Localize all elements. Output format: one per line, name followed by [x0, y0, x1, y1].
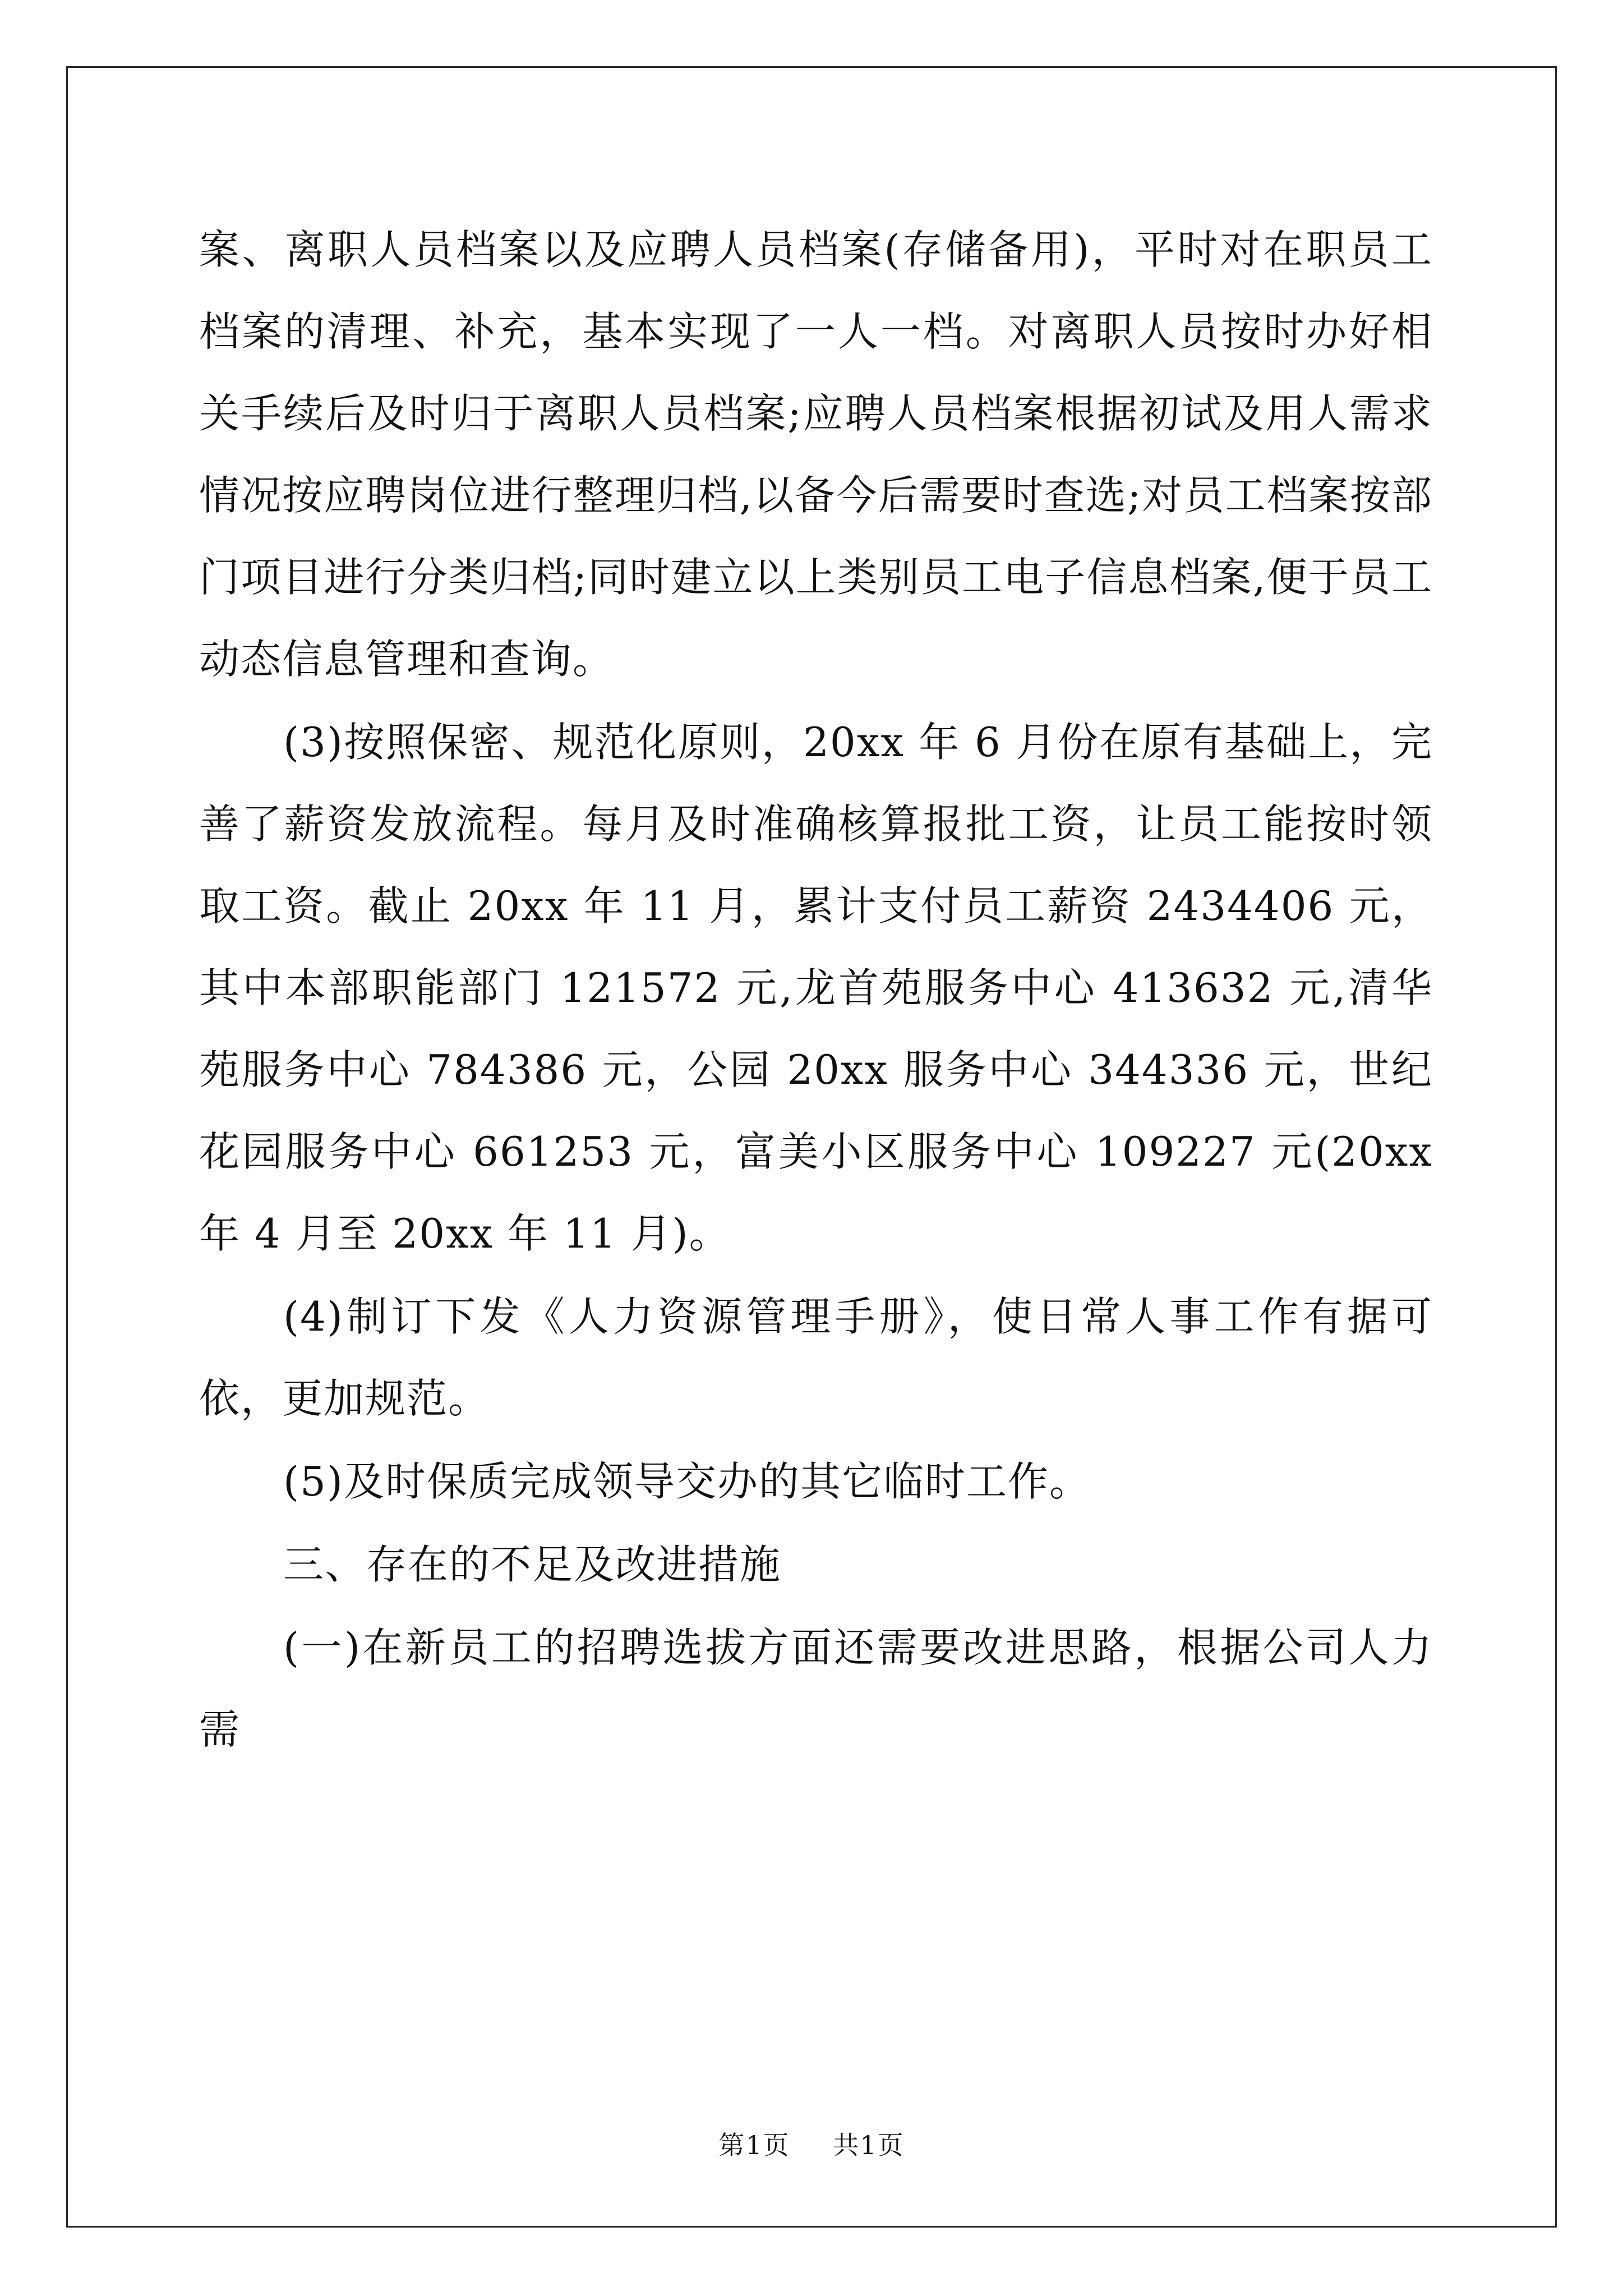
paragraph-3: (4)制订下发《人力资源管理手册》，使日常人事工作有据可依，更加规范。 [199, 1293, 1433, 1422]
paragraph-2: (3)按照保密、规范化原则，20xx 年 6 月份在原有基础上，完善了薪资发放流程。每月及时准确核算报批工资，让员工能按时领取工资。截止 20xx 年 11 月，累计支付员工薪资 2434406 元，其中本部职能部门 121572 元,龙首苑服务中心 413632 元,清华苑服务中心 784386 元，公园 20xx 服务中心 344336 元，世纪花园服务中心 661253 元，富美小区服务中心 109227 元(20xx 年 4 月至 20xx 年 11 月)。 [199, 719, 1433, 1257]
paragraph-4: (5)及时保质完成领导交办的其它临时工作。 [283, 1458, 1091, 1505]
page-footer [0, 2125, 1623, 2162]
paragraph-1: 案、离职人员档案以及应聘人员档案(存储备用)，平时对在职员工档案的清理、补充，基本实现了一人一档。对离职人员按时办好相关手续后及时归于离职人员档案;应聘人员档案根据初试及用人需求情况按应聘岗位进行整理归档,以备今后需要时查选;对员工档案按部门项目进行分类归档;同时建立以上类别员工电子信息档案,便于员工动态信息管理和查询。 [199, 226, 1433, 683]
page-number: 第1页 [718, 2130, 790, 2160]
document-body [199, 209, 1433, 1772]
paragraph-5: (一)在新员工的招聘选拔方面还需要改进思路，根据公司人力需 [199, 1624, 1433, 1753]
section-heading: 三、存在的不足及改进措施 [283, 1541, 782, 1588]
page-total: 共1页 [833, 2130, 905, 2160]
